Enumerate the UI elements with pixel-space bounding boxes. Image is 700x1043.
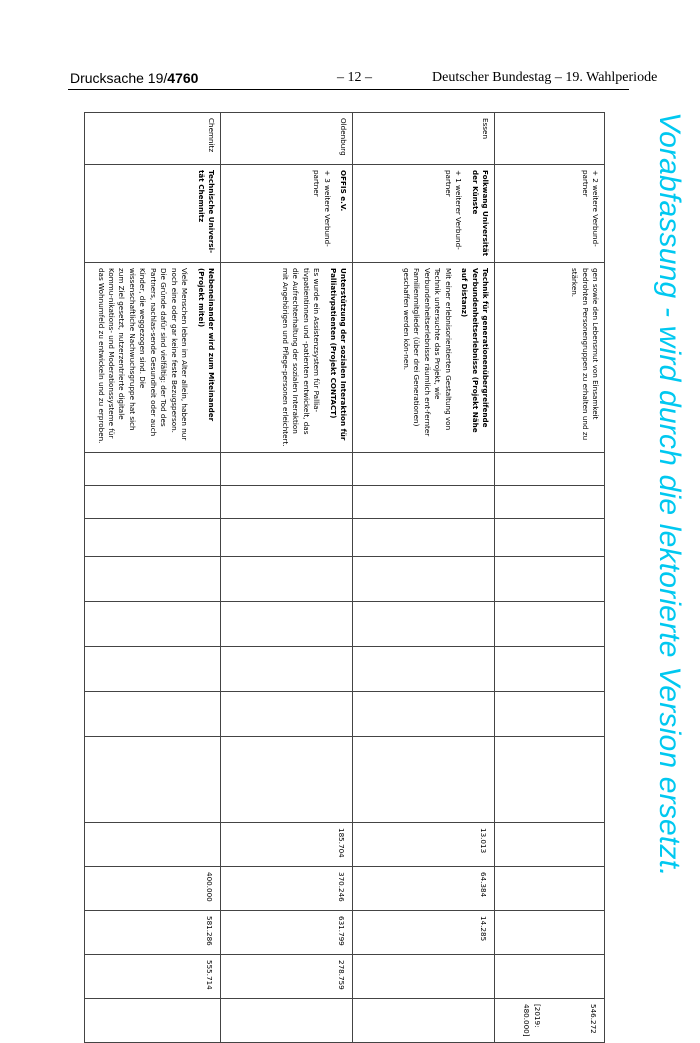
empty-cell — [353, 602, 495, 647]
project-description: Mit einer erlebnisorientierten Gestaltung von Technik untersuchte das Projekt, wie Verbundenheitserlebnisse räumlich ent-fernter Familienmitglieder (über drei Generationen) geschaffen werden kön-nen. — [401, 268, 453, 437]
amount-value: 555.714 — [205, 960, 214, 990]
institution-cell — [85, 165, 221, 263]
amount-cell — [221, 647, 353, 692]
amount-cell — [353, 692, 495, 737]
empty-cell — [85, 486, 221, 519]
partner-note: + 3 weitere Verbund-partner — [312, 170, 332, 247]
amount-cell — [353, 647, 495, 692]
empty-cell — [495, 453, 605, 486]
amount-value: 581.286 — [205, 916, 214, 946]
institution-name: Technische Universi-tät Chemnitz — [196, 170, 216, 254]
city-cell — [85, 113, 221, 165]
amount-value: 631.799 — [337, 916, 346, 946]
city-name: Essen — [481, 118, 490, 140]
empty-cell — [353, 453, 495, 486]
empty-cell — [495, 557, 605, 602]
empty-cell — [221, 602, 353, 647]
empty-cell — [85, 557, 221, 602]
header-rule — [68, 89, 629, 90]
amount-cell — [221, 867, 353, 911]
amount-cell — [221, 692, 353, 737]
publisher-label: Deutscher Bundestag – 19. Wahlperiode — [432, 70, 658, 85]
amount-cell — [85, 911, 221, 955]
institution-cell — [495, 165, 605, 263]
watermark: Vorabfassung - wird durch die lektorierte Version ersetzt. — [653, 112, 686, 877]
project-title: Nebeneinander wird zum Miteinander (Projekt mitei) — [196, 268, 216, 422]
amount-cell — [85, 692, 221, 737]
empty-cell — [221, 557, 353, 602]
document-number: Drucksache 19/4760 — [70, 70, 199, 86]
empty-cell — [221, 453, 353, 486]
empty-cell — [495, 602, 605, 647]
funding-table-wrap — [85, 112, 605, 1037]
table-row — [221, 113, 353, 1043]
empty-cell — [495, 519, 605, 557]
amount-cell — [495, 647, 605, 692]
amount-cell — [495, 867, 605, 911]
empty-cell — [353, 486, 495, 519]
project-cell — [221, 263, 353, 453]
amount-value: 546.272 — [589, 1004, 598, 1034]
amount-cell — [353, 911, 495, 955]
amount-cell — [221, 955, 353, 999]
amount-cell — [495, 823, 605, 867]
amount-cell — [495, 955, 605, 999]
amount-value: 185.704 — [337, 828, 346, 858]
amount-cell — [221, 999, 353, 1043]
amount-cell — [85, 647, 221, 692]
amount-value: 64.384 — [479, 872, 488, 898]
amount-value: 370.246 — [337, 872, 346, 902]
amount-cell — [85, 737, 221, 823]
table-row — [353, 113, 495, 1043]
amount-cell — [221, 823, 353, 867]
empty-cell — [495, 486, 605, 519]
project-description: gen sowie den Lebensmut von Einsamkeit bedrohten Personengruppen zu erhalten und zu stärken. — [570, 268, 600, 441]
empty-cell — [353, 519, 495, 557]
amount-value: 278.759 — [337, 960, 346, 990]
amount-cell — [85, 999, 221, 1043]
table-row — [85, 113, 221, 1043]
amount-cell — [353, 867, 495, 911]
project-cell — [85, 263, 221, 453]
city-cell — [221, 113, 353, 165]
amount-cell — [85, 955, 221, 999]
amount-cell — [353, 955, 495, 999]
amount-value: 14.285 — [479, 916, 488, 942]
project-description: Viele Menschen leben im Alter allein, haben nur noch eine oder gar keine feste Bezugsperson. Die Gründe dafür sind vielfältig: der Tod des Partners, nachlas-sende Gesundheit oder auch Kinder, die weggezogen sind. Die wissenschaftliche Nachwuchsgruppe hat sich zum Ziel gesetzt, nutzerzentrierte digitale Kommu-nikations- und Moderationssysteme für das Wohnumfeld zu entwickeln und zu erproben. — [96, 268, 190, 444]
city-cell — [353, 113, 495, 165]
amount-value: 400.000 — [205, 872, 214, 902]
amount-cell — [221, 911, 353, 955]
amount-cell — [221, 737, 353, 823]
project-title: Technik für generationenübergreifende Verbundenheitserlebnisse (Projekt Nähe auf Distanz) — [460, 268, 490, 433]
institution-name: Folkwang Universität der Künste — [470, 170, 490, 257]
empty-cell — [85, 453, 221, 486]
empty-cell — [221, 519, 353, 557]
empty-cell — [221, 486, 353, 519]
city-name: Oldenburg — [339, 118, 348, 156]
table-row — [495, 113, 605, 1043]
amount-cell — [353, 823, 495, 867]
partner-note: + 1 weiterer Verbund-partner — [443, 170, 464, 250]
city-name: Chemnitz — [207, 118, 216, 153]
institution-cell — [221, 165, 353, 263]
empty-cell — [85, 602, 221, 647]
amount-cell — [495, 999, 605, 1043]
project-description: Es wurde ein Assistenzsystem für Pallia-tivpatientinnen und -patienten entwickelt, das die Aufrechterhaltung der sozialen Interaktion mit Angehörigen und Pflege-personen erleichtert. — [280, 268, 322, 447]
amount-value: 13.013 — [479, 828, 488, 854]
city-cell — [495, 113, 605, 165]
partner-note: + 2 weitere Verbund-partner — [580, 170, 600, 247]
amount-cell — [495, 911, 605, 955]
amount-cell — [353, 737, 495, 823]
institution-name: OFFIS e.V. — [339, 170, 348, 212]
funding-table — [84, 112, 605, 1043]
empty-cell — [85, 519, 221, 557]
project-cell — [495, 263, 605, 453]
project-cell — [353, 263, 495, 453]
amount-cell — [495, 737, 605, 823]
amount-note: [2019: 480.000] — [522, 1004, 542, 1037]
amount-cell — [85, 823, 221, 867]
project-title: Unterstützung der sozialen Interaktion für Palliativpatienten (Projekt CONTACT) — [328, 268, 348, 441]
amount-cell — [495, 692, 605, 737]
institution-cell — [353, 165, 495, 263]
amount-cell — [353, 999, 495, 1043]
page-number: – 12 – — [337, 70, 372, 85]
empty-cell — [353, 557, 495, 602]
amount-cell — [85, 867, 221, 911]
